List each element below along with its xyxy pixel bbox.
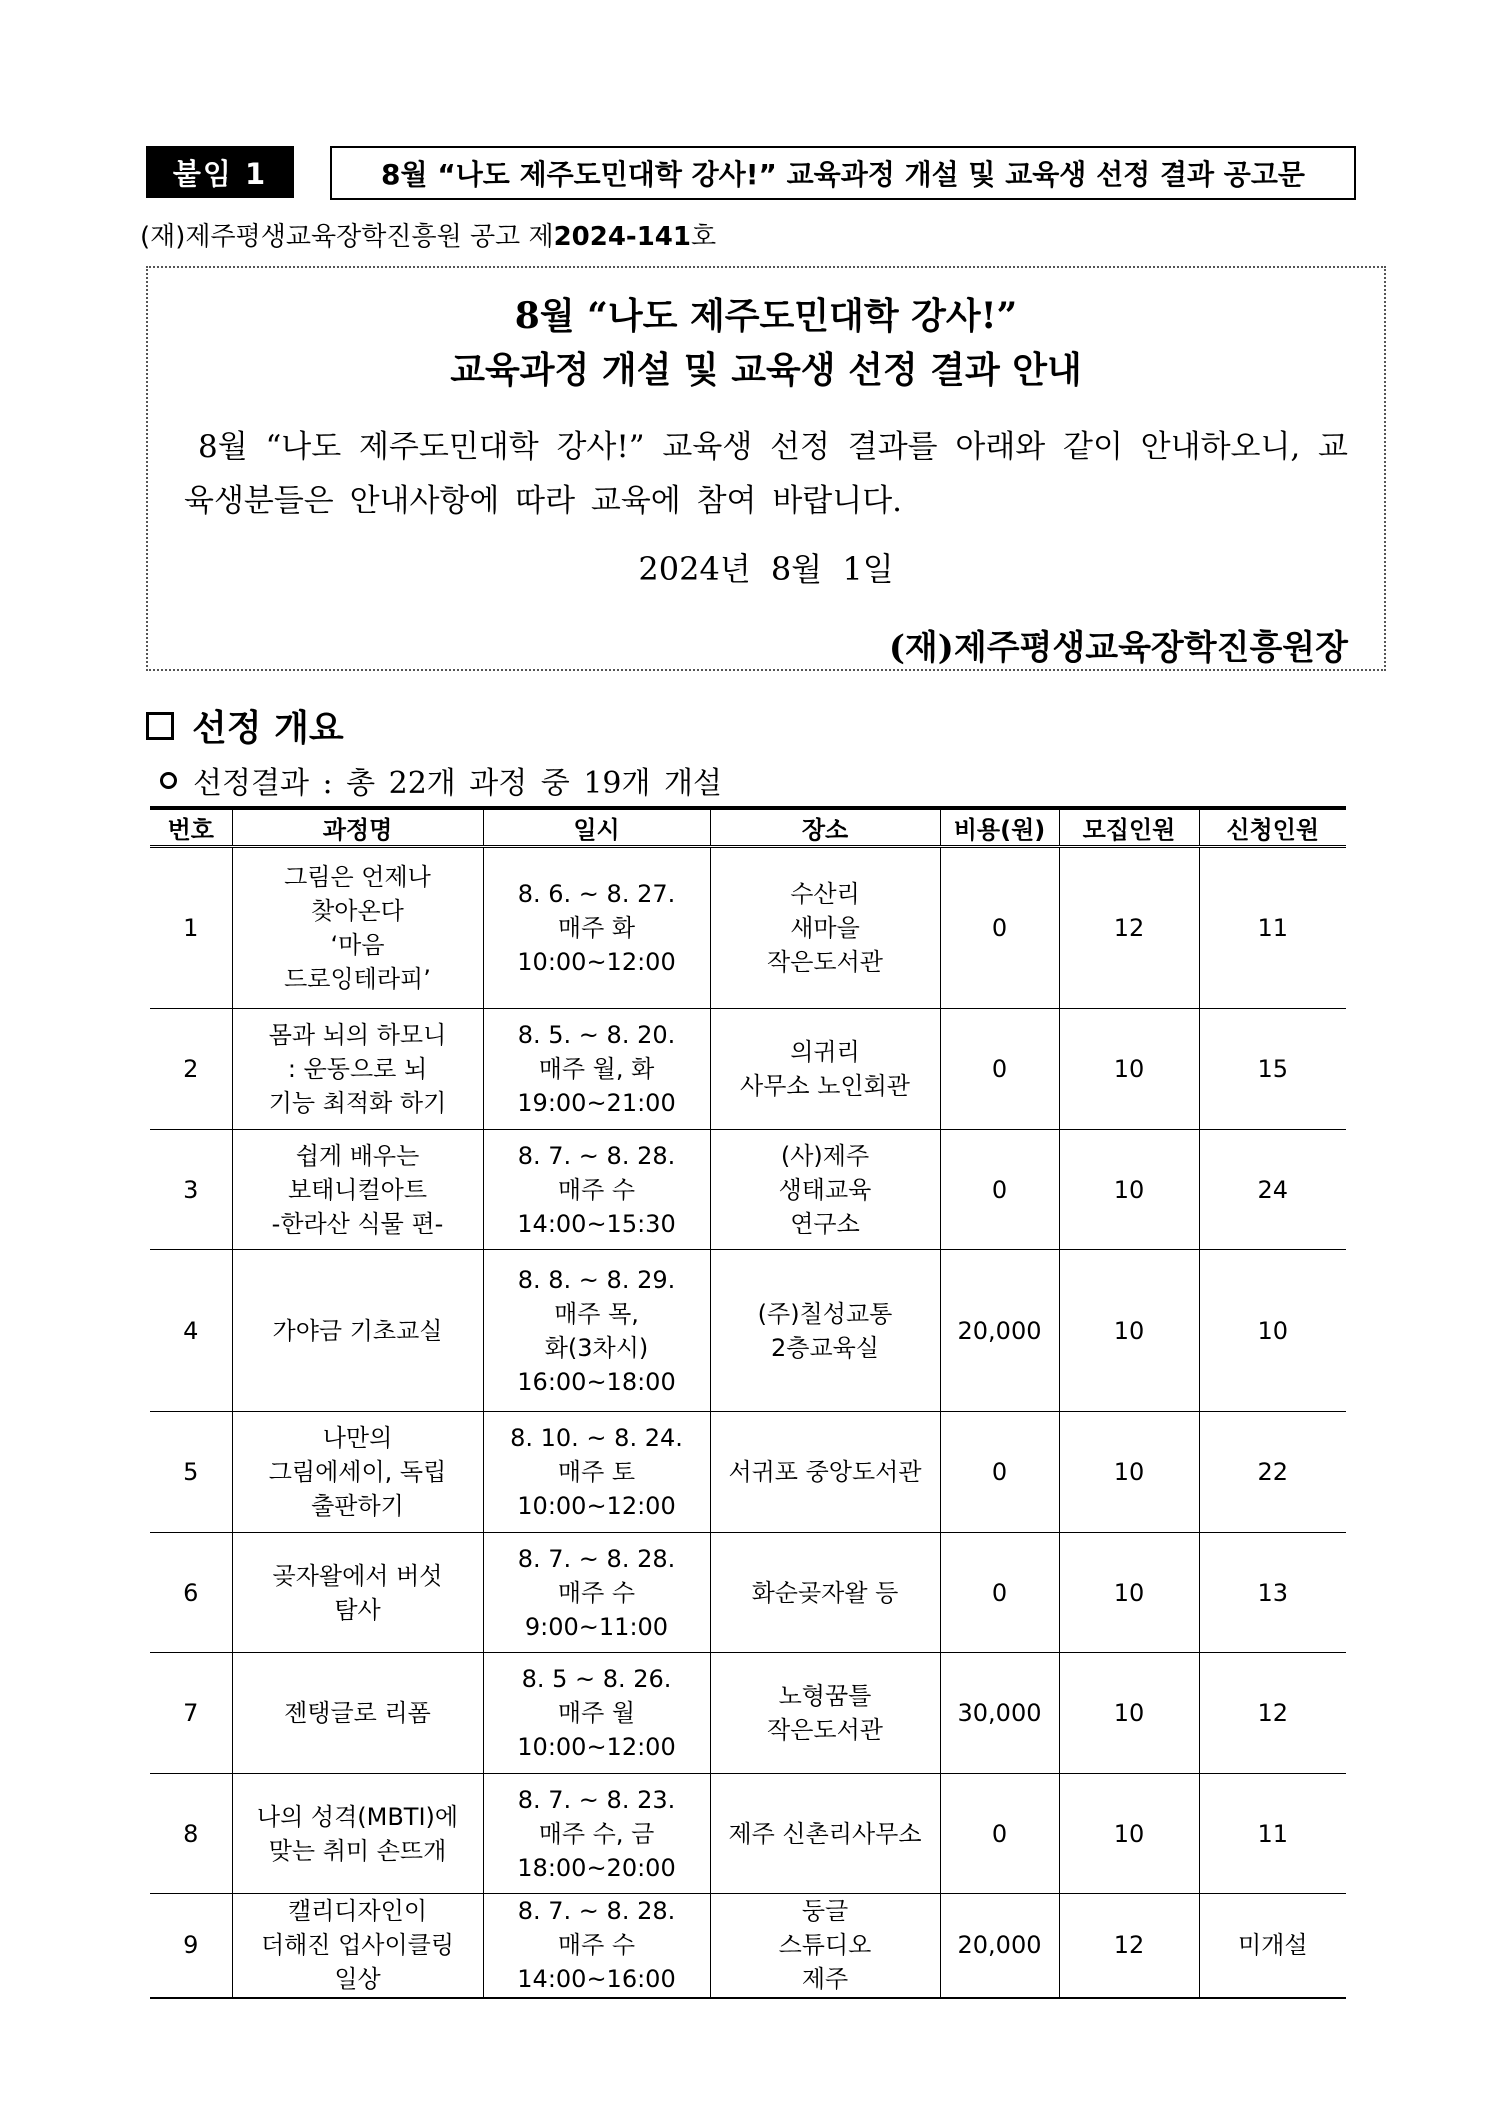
- cell-place: 화순곶자왈 등: [710, 1533, 940, 1653]
- table-row: [150, 847, 1346, 1009]
- cell-no: 2: [150, 1009, 232, 1130]
- cell-applicants: 10: [1199, 1250, 1346, 1412]
- cell-applicants: 15: [1199, 1009, 1346, 1130]
- cell-capacity: 12: [1059, 1894, 1199, 1998]
- cell-schedule: 8. 5 ~ 8. 26. 매주 월 10:00~12:00: [483, 1653, 710, 1774]
- cell-cost: 0: [940, 1009, 1059, 1130]
- notice-signature: (재)제주평생교육장학진흥원장: [888, 628, 1348, 668]
- cell-course-name: 캘리디자인이 더해진 업사이클링 일상: [232, 1894, 483, 1998]
- cell-schedule: 8. 7. ~ 8. 28. 매주 수 14:00~15:30: [483, 1130, 710, 1250]
- cell-applicants: 24: [1199, 1130, 1346, 1250]
- cell-no: 7: [150, 1653, 232, 1774]
- cell-course-name: 젠탱글로 리폼: [232, 1653, 483, 1774]
- attachment-header: [146, 146, 1356, 198]
- cell-place: 제주 신촌리사무소: [710, 1774, 940, 1894]
- attachment-badge: 붙임 1: [146, 146, 294, 198]
- cell-place: 수산리 새마을 작은도서관: [710, 847, 940, 1009]
- header-no: 번호: [150, 808, 232, 847]
- cell-schedule: 8. 5. ~ 8. 20. 매주 월, 화 19:00~21:00: [483, 1009, 710, 1130]
- attachment-title: 8월 “나도 제주도민대학 강사!” 교육과정 개설 및 교육생 선정 결과 공고문: [330, 146, 1356, 200]
- notice-number-suffix: 호: [691, 222, 717, 252]
- header-place: 장소: [710, 808, 940, 847]
- cell-course-name: 쉽게 배우는 보태니컬아트 -한라산 식물 편-: [232, 1130, 483, 1250]
- notice-title-line2: 교육과정 개설 및 교육생 선정 결과 안내: [450, 349, 1082, 391]
- table-row: [150, 1774, 1346, 1894]
- cell-applicants: 22: [1199, 1412, 1346, 1533]
- cell-cost: 0: [940, 1774, 1059, 1894]
- table-row: [150, 1653, 1346, 1774]
- cell-schedule: 8. 6. ~ 8. 27. 매주 화 10:00~12:00: [483, 847, 710, 1009]
- cell-course-name: 그림은 언제나 찾아온다 ‘마음 드로잉테라피’: [232, 847, 483, 1009]
- cell-cost: 20,000: [940, 1894, 1059, 1998]
- course-table: [150, 806, 1346, 1999]
- cell-course-name: 몸과 뇌의 하모니 : 운동으로 뇌 기능 최적화 하기: [232, 1009, 483, 1130]
- cell-applicants: 12: [1199, 1653, 1346, 1774]
- cell-place: (사)제주 생태교육 연구소: [710, 1130, 940, 1250]
- notice-number-prefix: (재)제주평생교육장학진흥원 공고 제: [140, 222, 554, 252]
- cell-place: 둥글 스튜디오 제주: [710, 1894, 940, 1998]
- cell-schedule: 8. 7. ~ 8. 23. 매주 수, 금 18:00~20:00: [483, 1774, 710, 1894]
- cell-course-name: 곶자왈에서 버섯 탐사: [232, 1533, 483, 1653]
- cell-schedule: 8. 10. ~ 8. 24. 매주 토 10:00~12:00: [483, 1412, 710, 1533]
- header-applicants: 신청인원: [1199, 808, 1346, 847]
- header-capacity: 모집인원: [1059, 808, 1199, 847]
- table-row: [150, 1533, 1346, 1653]
- cell-place: 의귀리 사무소 노인회관: [710, 1009, 940, 1130]
- cell-cost: 0: [940, 847, 1059, 1009]
- cell-capacity: 10: [1059, 1130, 1199, 1250]
- cell-cost: 0: [940, 1533, 1059, 1653]
- cell-course-name: 나만의 그림에세이, 독립 출판하기: [232, 1412, 483, 1533]
- cell-capacity: 10: [1059, 1653, 1199, 1774]
- notice-title-line1: 8월 “나도 제주도민대학 강사!”: [514, 295, 1018, 337]
- cell-no: 4: [150, 1250, 232, 1412]
- cell-schedule: 8. 7. ~ 8. 28. 매주 수 9:00~11:00: [483, 1533, 710, 1653]
- cell-capacity: 12: [1059, 847, 1199, 1009]
- cell-no: 9: [150, 1894, 232, 1998]
- cell-no: 6: [150, 1533, 232, 1653]
- table-row: [150, 1250, 1346, 1412]
- cell-capacity: 10: [1059, 1250, 1199, 1412]
- notice-box: [146, 266, 1386, 671]
- cell-no: 3: [150, 1130, 232, 1250]
- checkbox-icon: [146, 712, 174, 740]
- table-row: [150, 1894, 1346, 1998]
- header-cost: 비용(원): [940, 808, 1059, 847]
- cell-applicants: 13: [1199, 1533, 1346, 1653]
- header-schedule: 일시: [483, 808, 710, 847]
- cell-capacity: 10: [1059, 1774, 1199, 1894]
- table-row: [150, 1009, 1346, 1130]
- cell-cost: 20,000: [940, 1250, 1059, 1412]
- section-title: 선정 개요: [192, 708, 344, 749]
- cell-place: 노형꿈틀 작은도서관: [710, 1653, 940, 1774]
- cell-applicants: 11: [1199, 1774, 1346, 1894]
- cell-applicants: 11: [1199, 847, 1346, 1009]
- cell-applicants: 미개설: [1199, 1894, 1346, 1998]
- circle-bullet-icon: [160, 772, 177, 789]
- cell-course-name: 가야금 기초교실: [232, 1250, 483, 1412]
- cell-no: 8: [150, 1774, 232, 1894]
- cell-place: (주)칠성교통 2층교육실: [710, 1250, 940, 1412]
- selection-summary: [160, 758, 722, 802]
- cell-cost: 0: [940, 1130, 1059, 1250]
- summary-text: 선정결과 : 총 22개 과정 중 19개 개설: [193, 766, 722, 801]
- notice-body: 8월 “나도 제주도민대학 강사!” 교육생 선정 결과를 아래와 같이 안내하오니, 교육생분들은 안내사항에 따라 교육에 참여 바랍니다.: [184, 429, 1348, 519]
- notice-number-value: 2024-141: [553, 222, 691, 252]
- cell-no: 5: [150, 1412, 232, 1533]
- cell-no: 1: [150, 847, 232, 1009]
- cell-capacity: 10: [1059, 1412, 1199, 1533]
- cell-cost: 0: [940, 1412, 1059, 1533]
- cell-cost: 30,000: [940, 1653, 1059, 1774]
- cell-place: 서귀포 중앙도서관: [710, 1412, 940, 1533]
- section-heading: [146, 700, 344, 751]
- table-row: [150, 1130, 1346, 1250]
- cell-schedule: 8. 7. ~ 8. 28. 매주 수 14:00~16:00: [483, 1894, 710, 1998]
- cell-capacity: 10: [1059, 1009, 1199, 1130]
- header-course-name: 과정명: [232, 808, 483, 847]
- notice-date: 2024년 8월 1일: [638, 550, 894, 588]
- cell-course-name: 나의 성격(MBTI)에 맞는 취미 손뜨개: [232, 1774, 483, 1894]
- notice-number: [140, 216, 716, 253]
- cell-capacity: 10: [1059, 1533, 1199, 1653]
- table-row: [150, 1412, 1346, 1533]
- table-header-row: [150, 808, 1346, 847]
- cell-schedule: 8. 8. ~ 8. 29. 매주 목, 화(3차시) 16:00~18:00: [483, 1250, 710, 1412]
